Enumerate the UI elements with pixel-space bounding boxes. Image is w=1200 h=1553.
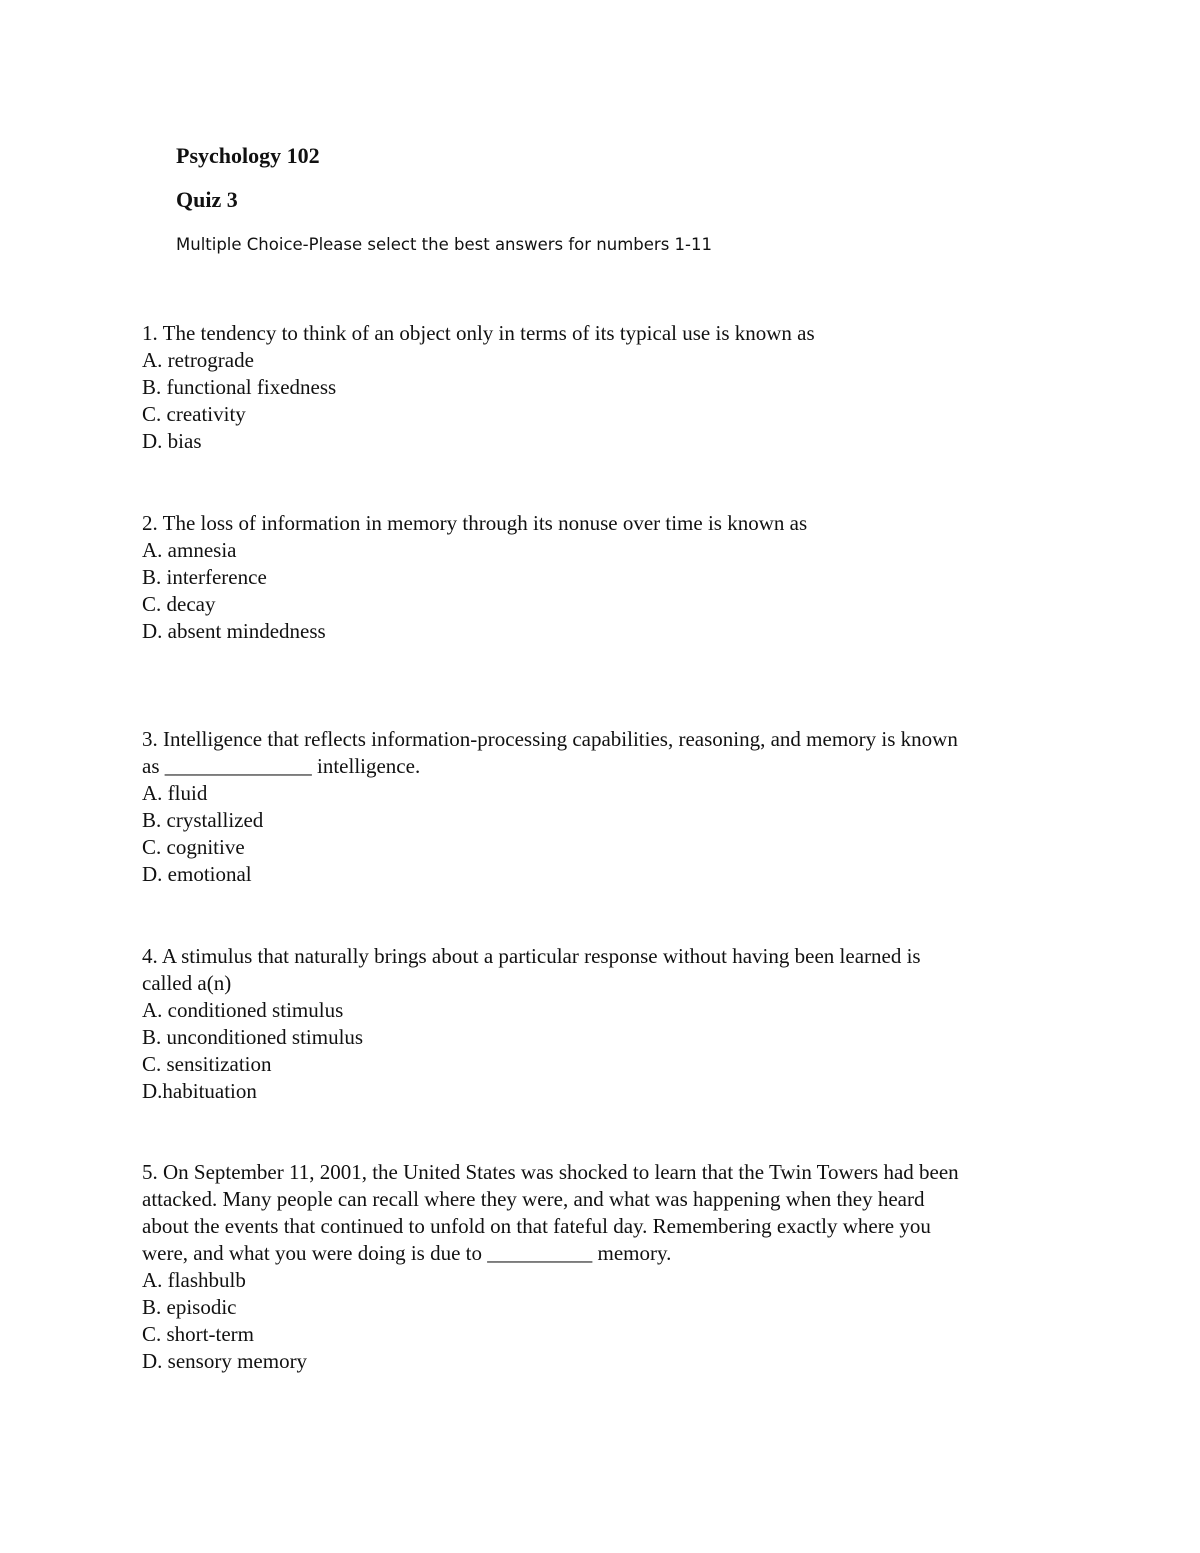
question-text-continued: as ______________ intelligence.	[142, 754, 421, 778]
option-b: B. crystallized	[142, 808, 264, 832]
option-c: C. sensitization	[142, 1052, 272, 1076]
question-text: 3. Intelligence that reflects information-processing capabilities, reasoning, and memory is known	[142, 727, 958, 751]
option-d: D. sensory memory	[142, 1349, 308, 1373]
question-5	[142, 1159, 1082, 1375]
document-title: Psychology 102	[176, 143, 320, 168]
question-text: 1. The tendency to think of an object only in terms of its typical use is known as	[142, 321, 815, 345]
option-a: A. flashbulb	[142, 1268, 246, 1292]
question-1	[142, 320, 1082, 455]
question-3	[142, 726, 1082, 888]
option-d: D. emotional	[142, 862, 252, 886]
option-c: C. cognitive	[142, 835, 245, 859]
question-4	[142, 943, 1082, 1105]
option-b: B. episodic	[142, 1295, 237, 1319]
question-text-continued: called a(n)	[142, 971, 232, 995]
option-d: D. bias	[142, 429, 202, 453]
question-text-continued: attacked. Many people can recall where they were, and what was happening when they heard	[142, 1187, 925, 1211]
option-b: B. interference	[142, 565, 267, 589]
question-text: 2. The loss of information in memory through its nonuse over time is known as	[142, 511, 808, 535]
option-d: D. absent mindedness	[142, 619, 326, 643]
option-b: B. functional fixedness	[142, 375, 337, 399]
question-2	[142, 510, 1082, 645]
option-c: C. decay	[142, 592, 216, 616]
quiz-title: Quiz 3	[176, 187, 238, 212]
option-a: A. amnesia	[142, 538, 237, 562]
question-text-continued: were, and what you were doing is due to __________ memory.	[142, 1241, 672, 1265]
option-a: A. conditioned stimulus	[142, 998, 344, 1022]
question-text: 5. On September 11, 2001, the United States was shocked to learn that the Twin Towers had been	[142, 1160, 959, 1184]
option-b: B. unconditioned stimulus	[142, 1025, 364, 1049]
question-text: 4. A stimulus that naturally brings about a particular response without having been learned is	[142, 944, 921, 968]
option-a: A. retrograde	[142, 348, 254, 372]
option-c: C. creativity	[142, 402, 246, 426]
instructions-text: Multiple Choice-Please select the best answers for numbers 1-11	[176, 235, 712, 254]
option-c: C. short-term	[142, 1322, 254, 1346]
question-text-continued: about the events that continued to unfold on that fateful day. Remembering exactly where you	[142, 1214, 931, 1238]
option-a: A. fluid	[142, 781, 208, 805]
option-d: D.habituation	[142, 1079, 257, 1103]
